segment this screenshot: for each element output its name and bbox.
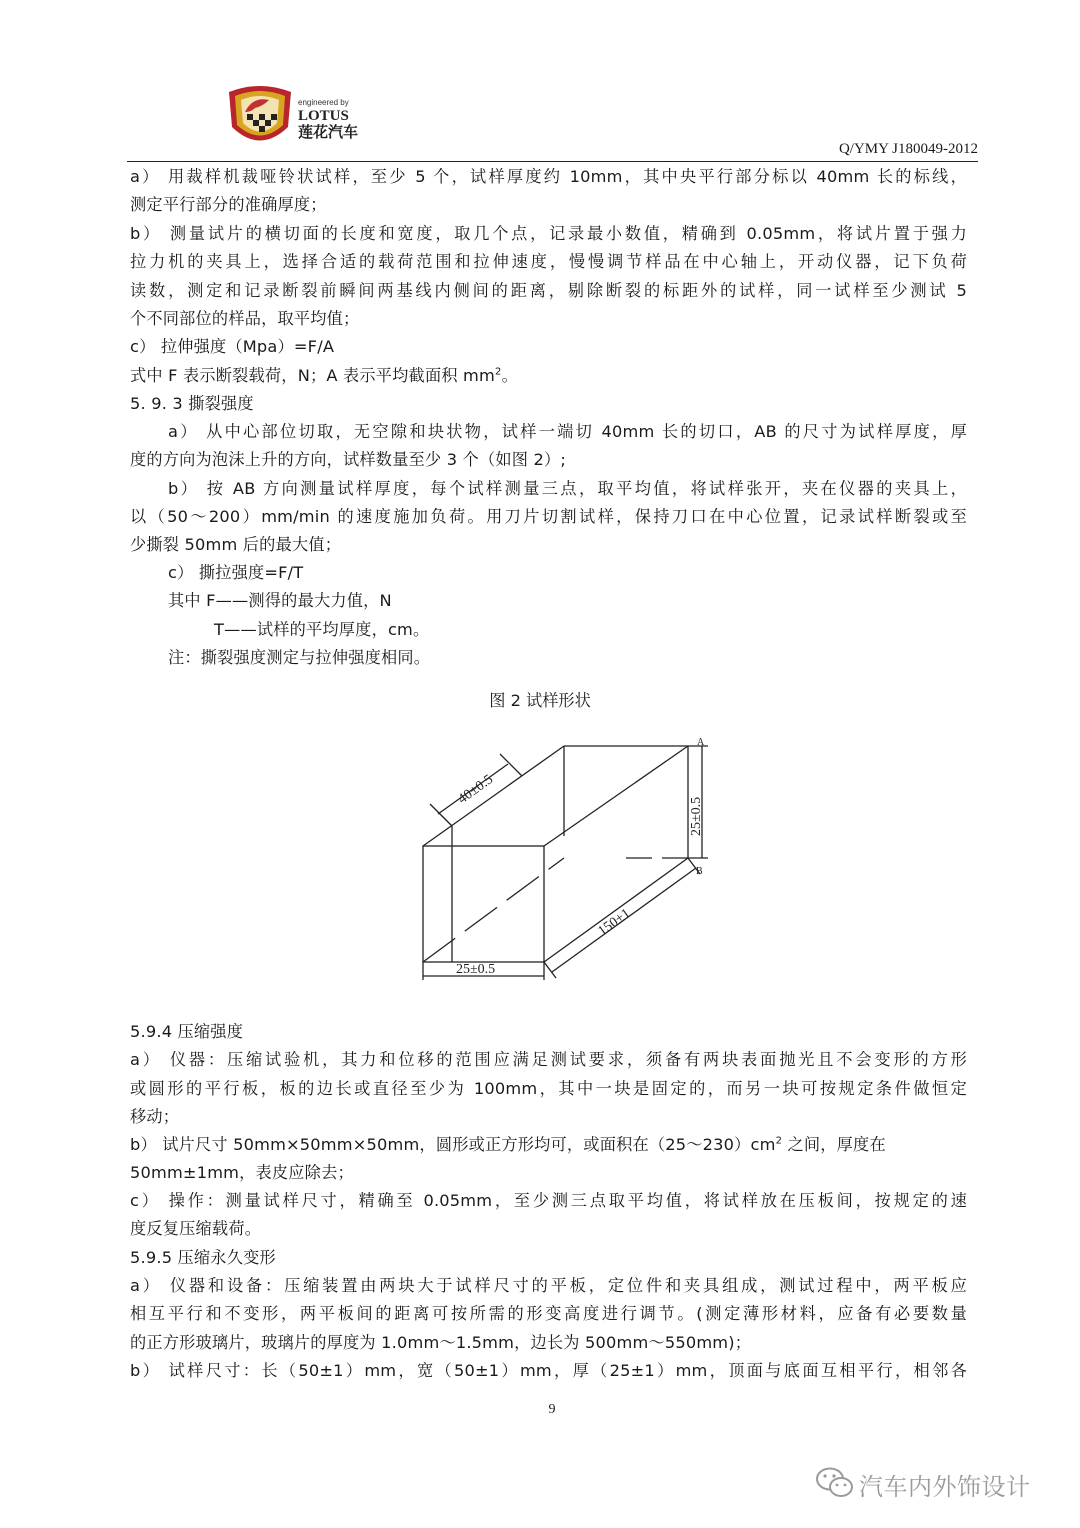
document-number: Q/YMY J180049-2012 xyxy=(838,141,978,157)
text-line: c） 撕拉强度=F/T xyxy=(168,563,304,582)
label-a: A xyxy=(697,737,705,748)
text-line: T——试样的平均厚度，cm。 xyxy=(214,620,430,639)
logo-line-1: engineered by xyxy=(298,98,349,107)
text-part: 之间，厚度在 xyxy=(782,1135,886,1154)
watermark-text: 汽车内外饰设计 xyxy=(859,1473,1031,1501)
text-line: 其中 F——测得的最大力值，N xyxy=(168,591,392,610)
text-line: 度反复压缩载荷。 xyxy=(130,1219,262,1238)
text-line xyxy=(130,366,970,386)
text-line: b） 测量试片的横切面的长度和宽度，取几个点，记录最小数值，精确到 0.05mm，将试片置于强力 xyxy=(130,224,967,243)
period: 。 xyxy=(501,366,518,385)
text-line: 的正方形玻璃片，玻璃片的厚度为 1.0mm～1.5mm，边长为 500mm～550mm)； xyxy=(130,1333,752,1352)
text-line: 度的方向为泡沫上升的方向，试样数量至少 3 个（如图 2）; xyxy=(130,450,566,469)
section-heading: 5.9.4 压缩强度 xyxy=(130,1022,244,1041)
front-face xyxy=(423,846,544,962)
formula-text: 式中 F 表示断裂载荷，N；A 表示平均截面积 mm xyxy=(130,366,495,385)
text-line: 测定平行部分的准确厚度； xyxy=(130,195,327,214)
section-heading: 5.9.5 压缩永久变形 xyxy=(130,1248,276,1267)
text-line: b） 按 AB 方向测量试样厚度，每个试样测量三点，取平均值，将试样张开，夹在仪器的夹具上， xyxy=(168,479,967,498)
text-line: 或圆形的平行板，板的边长或直径至少为 100mm，其中一块是固定的，而另一块可按规定条件做恒定 xyxy=(130,1079,967,1098)
text-line: c） 操作：测量试样尺寸，精确至 0.05mm，至少测三点取平均值，将试样放在压板间，按规定的速 xyxy=(130,1191,967,1210)
page-number: 9 xyxy=(548,1402,556,1417)
text-line xyxy=(130,1135,970,1155)
section-heading: 5. 9. 3 撕裂强度 xyxy=(130,394,254,413)
watermark xyxy=(815,1463,1055,1503)
figure-caption: 图 2 试样形状 xyxy=(489,691,591,710)
dim-label-40: 40±0.5 xyxy=(455,772,497,808)
logo-line-2: LOTUS xyxy=(298,108,349,124)
text-line: 读数，测定和记录断裂前瞬间两基线内侧间的距离，剔除断裂的标距外的试样，同一试样至少测试 5 xyxy=(130,281,967,300)
text-line: 50mm±1mm，表皮应除去； xyxy=(130,1163,354,1182)
label-b: B xyxy=(696,866,703,877)
text-line: 个不同部位的样品，取平均值； xyxy=(130,309,360,328)
text-line: a） 从中心部位切取，无空隙和块状物，试样一端切 40mm 长的切口，AB 的尺寸为试样厚度，厚 xyxy=(168,422,967,441)
text-line: 移动； xyxy=(130,1107,180,1126)
dim-label-150: 150±1 xyxy=(595,906,634,940)
superscript: 2 xyxy=(495,366,502,378)
dim-label-25-bottom: 25±0.5 xyxy=(456,962,496,977)
text-line: 少撕裂 50mm 后的最大值； xyxy=(130,535,342,554)
text-line: a） 仪器和设备：压缩装置由两块大于试样尺寸的平板，定位件和夹具组成，测试过程中，两平板应 xyxy=(130,1276,967,1295)
text-line: a） 仪器：压缩试验机，其力和位移的范围应满足测试要求，须备有两块表面抛光且不会变形的方形 xyxy=(130,1050,967,1069)
header-rule xyxy=(127,161,978,162)
dim-label-25-right: 25±0.5 xyxy=(689,796,704,836)
text-line: 拉力机的夹具上，选择合适的载荷范围和拉伸速度，慢慢调节样品在中心轴上，开动仪器，记下负荷 xyxy=(130,252,967,271)
company-logo xyxy=(225,82,375,152)
lotus-shield-icon xyxy=(225,82,375,152)
text-line: 以（50～200）mm/min 的速度施加负荷。用刀片切割试样，保持刀口在中心位置，记录试样断裂或至 xyxy=(130,507,967,526)
text-line: b） 试样尺寸：长（50±1）mm，宽（50±1）mm，厚（25±1）mm，顶面与底面互相平行，相邻各 xyxy=(130,1361,967,1380)
specimen-figure xyxy=(400,732,730,992)
text-line: a） 用裁样机裁哑铃状试样，至少 5 个，试样厚度约 10mm，其中央平行部分标以 40mm 长的标线， xyxy=(130,167,967,186)
text-line: 注：撕裂强度测定与拉伸强度相同。 xyxy=(168,648,431,667)
superscript: 2 xyxy=(775,1135,783,1147)
text-line: c） 拉伸强度（Mpa）=F/A xyxy=(130,337,335,356)
text-part: b） 试片尺寸 50mm×50mm×50mm，圆形或正方形均可，或面积在（25～230）cm xyxy=(130,1135,776,1154)
wechat-icon xyxy=(815,1465,855,1501)
logo-line-3: 莲花汽车 xyxy=(298,123,359,141)
text-line: 相互平行和不变形，两平板间的距离可按所需的形变高度进行调节。(测定薄形材料，应备有必要数量 xyxy=(130,1304,967,1323)
